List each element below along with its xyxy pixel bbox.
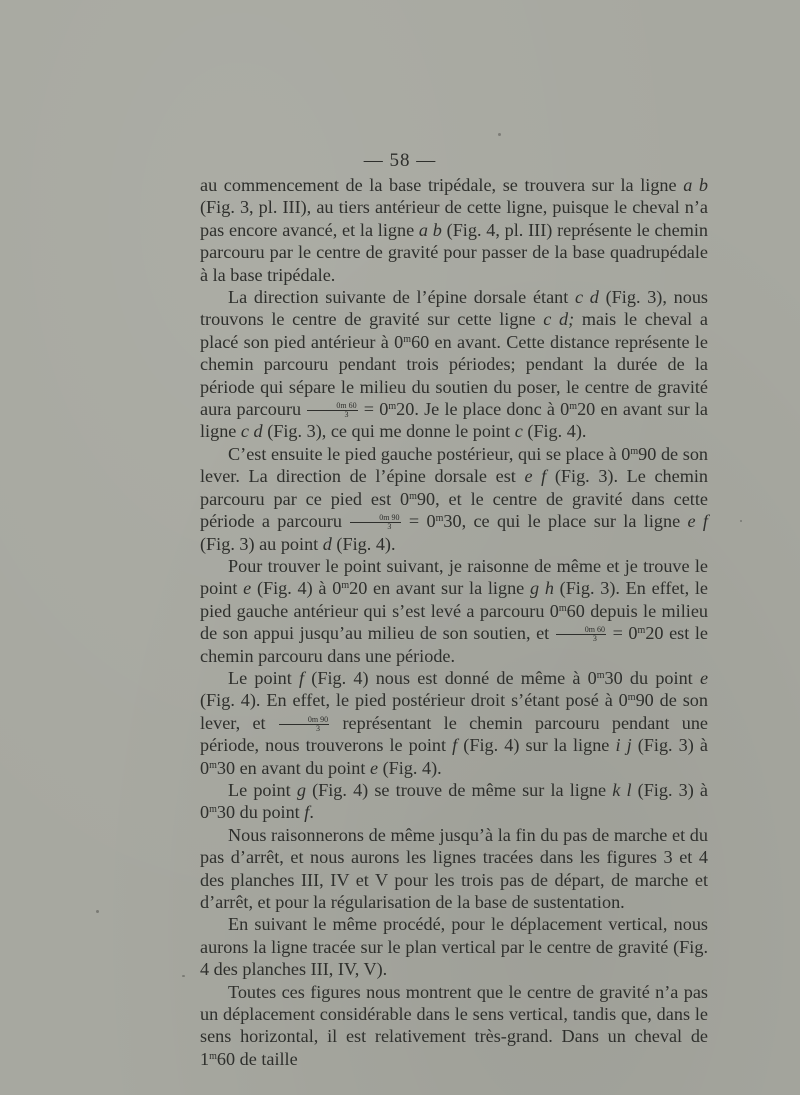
text-run: . [309,802,314,823]
text-run: (Fig. 3, pl. III), au tiers antérieur de cette ligne, puisque le cheval n’a pas encore avancé, et la ligne [200,197,708,240]
text-run: 20. Je le place donc à 0 [396,399,570,420]
italic-letter: e [369,757,379,778]
italic-letter: d [322,533,332,554]
text-run: (Fig. 4) sur la ligne [457,735,616,756]
unit-superscript: m [627,692,636,704]
italic-letter: a b [418,219,442,240]
text-run: 60 depuis le milieu de son appui jusqu’au milieu de son soutien, et [200,600,708,644]
text-run: C’est ensuite le pied gauche postérieur, qui se place à 0 [228,443,631,464]
unit-superscript: m [596,669,605,681]
unit-superscript: m [409,490,417,502]
text-run: 20 est le chemin parcouru dans une période. [200,623,708,666]
text-run: au commencement de la base tripédale, se trouvera sur la ligne [200,175,684,195]
italic-letter: c [514,421,523,442]
text-run: = 0 [358,399,389,420]
text-run: (Fig. 4) à 0 [251,578,342,599]
text-run: représentant le chemin parcouru pendant une période, nous trouverons le point [200,712,709,756]
body-text [200,174,708,1070]
text-run: (Fig. 4) nous est donné de même à 0 [304,667,597,688]
paper-speck [740,520,742,522]
fraction-numerator: 0m 90 [350,514,400,523]
paragraph [200,779,708,824]
text-run: 90 de son lever, et [200,690,708,733]
text-run: 60 de taille [216,1048,298,1069]
paragraph [200,667,708,779]
text-run: (Fig. 3). En effet, le pied gauche antérieur qui s’est levé a parcouru 0 [200,578,708,621]
italic-letter: e [243,578,252,599]
italic-letter: c d [240,421,263,442]
unit-superscript: m [403,333,412,345]
text-run: mais le cheval a placé son pied antérieur à 0 [200,309,708,352]
fraction-denominator: 3 [316,724,321,734]
unit-superscript: m [558,602,567,614]
paper-speck [96,910,99,913]
unit-superscript: m [637,625,646,637]
italic-letter: g [296,779,306,800]
page-number: — 58 — [363,150,437,171]
text-run: Nous raisonnerons de même jusqu’à la fin du pas de marche et du pas d’arrêt, et nous aurons les lignes tracées dans les figures 3 et 4 des planches III, IV et V pour les trois pas de départ, de marche et d’arrêt, et pour la régularisation de la base de sustentation. [200,824,708,912]
italic-letter: e f [524,466,547,487]
fraction-denominator: 3 [387,522,392,532]
fraction-denominator: 3 [344,410,349,420]
fraction [307,402,357,419]
text-run: (Fig. 4). [378,757,442,778]
italic-letter: f [452,735,458,756]
italic-letter: g h [529,578,554,599]
text-run: (Fig. 3), nous trouvons le centre de gravité sur cette ligne [200,287,708,330]
text-run: La direction suivante de l’épine dorsale étant [228,287,576,308]
fraction [279,716,329,733]
paragraph [200,443,708,555]
text-run: (Fig. 4) se trouve de même sur la ligne [305,779,613,800]
fraction [556,626,606,643]
text-run: (Fig. 3) à 0 [200,735,708,778]
text-run: (Fig. 3), ce qui me donne le point [262,421,515,442]
text-run: 60 en avant. Cette distance représente le chemin parcouru pendant trois périodes; pendant la durée de la période qui sépare le milieu du soutien du poser, le centre de gravité aura parcouru [200,331,709,420]
text-run: (Fig. 4). [331,533,396,554]
unit-superscript: m [388,401,397,413]
italic-letter: c d; [543,309,575,330]
text-run: (Fig. 4). En effet, le pied postérieur droit s’étant posé à 0 [200,690,628,711]
unit-superscript: m [569,401,578,413]
text-run: 30, ce qui le place sur la ligne [443,511,688,532]
paper-speck [182,975,185,977]
italic-letter: c d [575,287,599,308]
unit-superscript: m [209,1050,217,1062]
fraction [350,514,400,531]
paragraph [200,824,708,914]
text-run: = 0 [607,623,638,644]
text-run: Le point [228,779,297,800]
paper-speck [498,133,501,136]
unit-superscript: m [209,759,217,771]
text-run: = 0 [401,511,436,532]
italic-letter: f [304,802,310,823]
italic-letter: e f [687,511,708,532]
italic-letter: i j [615,735,632,756]
italic-letter: a b [683,175,708,195]
text-run: 30 du point [604,667,700,688]
fraction-numerator: 0m 90 [279,716,329,725]
paragraph [200,174,708,286]
text-run: Le point [228,667,299,688]
text-run: 30 en avant du point [216,757,370,778]
unit-superscript: m [209,804,217,816]
text-run: 30 du point [216,802,305,823]
fraction-denominator: 3 [592,634,597,644]
paragraph [200,981,708,1071]
paragraph [200,913,708,980]
text-run: 20 en avant sur la ligne [200,399,708,442]
text-run: Pour trouver le point suivant, je raisonne de même et je trouve le point [200,555,708,599]
text-run: En suivant le même procédé, pour le déplacement vertical, nous aurons la ligne tracée sur le plan vertical par le centre de gravité (Fig. 4 des planches III, IV, V). [200,914,708,980]
unit-superscript: m [435,513,444,525]
text-run: (Fig. 3). Le chemin parcouru par ce pied est 0 [200,466,708,509]
italic-letter: e [699,667,709,688]
text-run: (Fig. 3) à 0 [200,779,708,823]
text-run: 20 en avant sur la ligne [349,578,530,599]
unit-superscript: m [341,580,350,592]
italic-letter: f [299,667,305,688]
text-run: (Fig. 4). [522,421,587,442]
text-run: 90, et le centre de gravité dans cette période a parcouru [200,488,708,532]
italic-letter: k l [612,779,632,800]
paragraph [200,555,708,667]
text-run: (Fig. 3) au point [200,533,323,554]
text-run: (Fig. 4, pl. III) représente le chemin parcouru par le centre de gravité pour passer de la base quadrupédale à la base tripédale. [200,219,709,285]
text-run: Toutes ces figures nous montrent que le centre de gravité n’a pas un déplacement considérable dans le sens vertical, tandis que, dans le sens horizontal, il est relativement très-grand. Dans un cheval de 1 [200,981,708,1069]
fraction-numerator: 0m 60 [556,626,606,635]
fraction-numerator: 0m 60 [307,402,357,411]
paragraph [200,286,708,443]
text-run: 90 de son lever. La direction de l’épine dorsale est [200,443,709,487]
unit-superscript: m [630,445,639,457]
